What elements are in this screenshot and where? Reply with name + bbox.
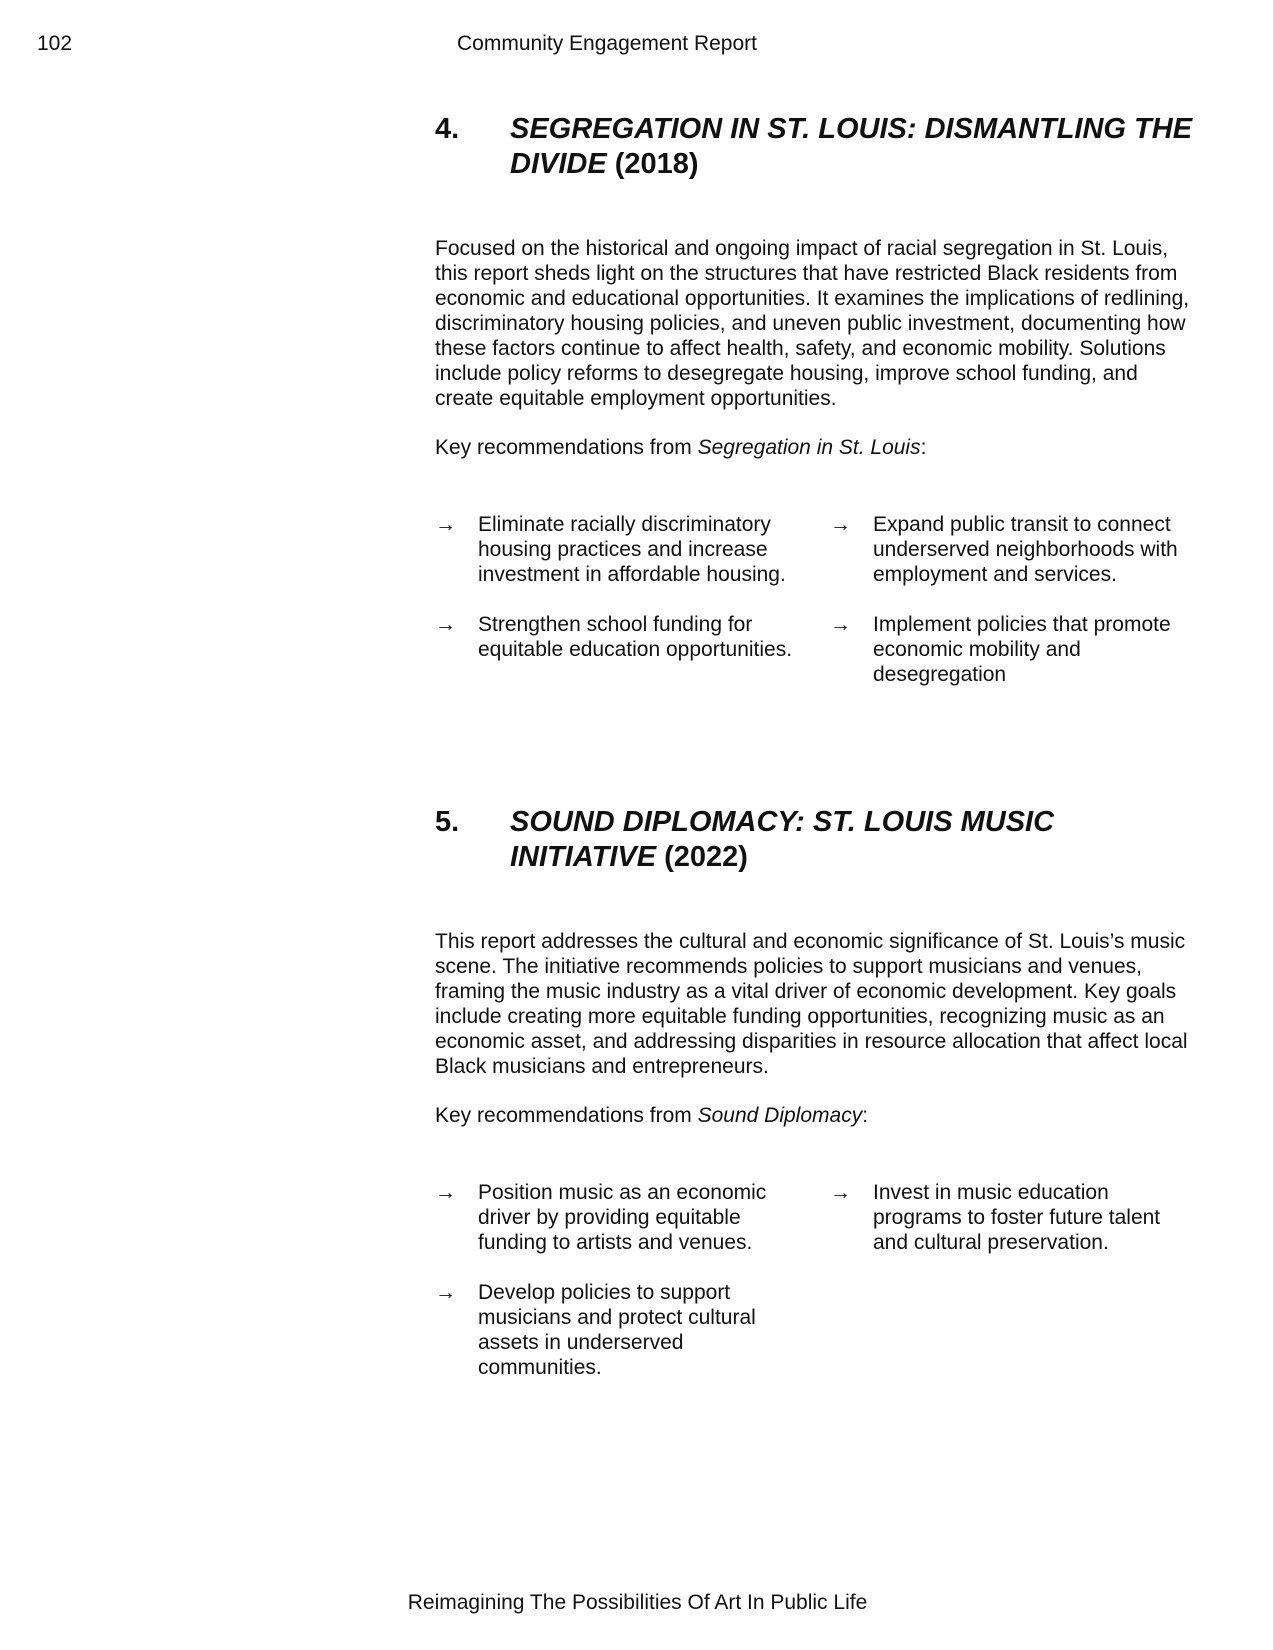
arrow-right-icon: → — [435, 1281, 456, 1304]
recommendation-text: Eliminate racially discriminatory housing practices and increase investment in affordable housing. — [478, 513, 786, 586]
section-segregation — [435, 112, 1195, 687]
recommendation-item — [435, 1280, 800, 1380]
section-heading — [435, 805, 1195, 875]
section-title — [510, 805, 1195, 875]
lead-source: Sound Diplomacy — [697, 1104, 863, 1127]
section-number: 5. — [435, 806, 460, 838]
section-paragraph: Focused on the historical and ongoing impact of racial segregation in St. Louis, this report sheds light on the structures that have restricted Black residents from economic and educational opportunities. It examines the implications of redlining, discriminatory housing policies, and uneven public investment, documenting how these factors continue to affect health, safety, and economic mobility. Solutions include policy reforms to desegregate housing, improve school funding, and create equitable employment opportunities. — [435, 237, 1190, 410]
section-year: (2022) — [664, 841, 748, 873]
lead-suffix: : — [862, 1104, 869, 1127]
recommendations-right-column — [830, 512, 1195, 687]
recommendations-grid — [435, 1180, 1195, 1380]
recommendation-text: Develop policies to support musicians and protect cultural assets in underserved communities. — [478, 1281, 756, 1379]
recommendations-lead — [435, 435, 1195, 460]
lead-source: Segregation in St. Louis — [697, 436, 921, 459]
running-header — [0, 32, 1275, 62]
arrow-right-icon: → — [830, 1181, 851, 1204]
arrow-right-icon: → — [830, 513, 851, 536]
section-title-text: SEGREGATION IN ST. LOUIS: DISMANTLING THE DIVIDE — [510, 113, 1193, 180]
recommendation-text: Strengthen school funding for equitable education opportunities. — [478, 613, 793, 661]
recommendation-text: Position music as an economic driver by providing equitable funding to artists and venues. — [478, 1181, 767, 1254]
recommendations-grid — [435, 512, 1195, 687]
lead-prefix: Key recommendations from — [435, 1104, 698, 1127]
arrow-right-icon: → — [435, 613, 456, 636]
section-title-text: SOUND DIPLOMACY: ST. LOUIS MUSIC INITIATIVE — [510, 806, 1055, 873]
recommendation-text: Invest in music education programs to foster future talent and cultural preservation. — [873, 1181, 1161, 1254]
recommendation-item — [435, 612, 800, 662]
recommendation-item — [830, 1180, 1195, 1255]
recommendation-text: Implement policies that promote economic mobility and desegregation — [873, 613, 1171, 686]
section-heading — [435, 112, 1195, 182]
report-title: Community Engagement Report — [457, 32, 757, 55]
arrow-right-icon: → — [830, 613, 851, 636]
running-footer — [0, 1590, 1275, 1616]
recommendation-item — [830, 512, 1195, 587]
section-sound-diplomacy — [435, 805, 1195, 1380]
section-number: 4. — [435, 113, 460, 145]
footer-title: Reimagining The Possibilities Of Art In Public Life — [407, 1591, 868, 1614]
page-number: 102 — [37, 32, 73, 55]
recommendations-left-column — [435, 512, 800, 687]
recommendations-left-column — [435, 1180, 800, 1380]
recommendation-item — [435, 512, 800, 587]
main-content — [435, 112, 1195, 1380]
arrow-right-icon: → — [435, 513, 456, 536]
recommendation-item — [435, 1180, 800, 1255]
recommendation-item — [830, 612, 1195, 687]
recommendations-lead — [435, 1103, 1195, 1128]
section-paragraph: This report addresses the cultural and economic significance of St. Louis’s music scene. The initiative recommends policies to support musicians and venues, framing the music industry as a vital driver of economic development. Key goals include creating more equitable funding opportunities, recognizing music as an economic asset, and addressing disparities in resource allocation that affect local Black musicians and entrepreneurs. — [435, 930, 1188, 1078]
section-title — [510, 112, 1195, 182]
recommendation-text: Expand public transit to connect underserved neighborhoods with employment and services. — [873, 513, 1178, 586]
lead-suffix: : — [920, 436, 927, 459]
arrow-right-icon: → — [435, 1181, 456, 1204]
section-year: (2018) — [614, 148, 699, 180]
recommendations-right-column — [830, 1180, 1195, 1380]
lead-prefix: Key recommendations from — [435, 436, 698, 459]
